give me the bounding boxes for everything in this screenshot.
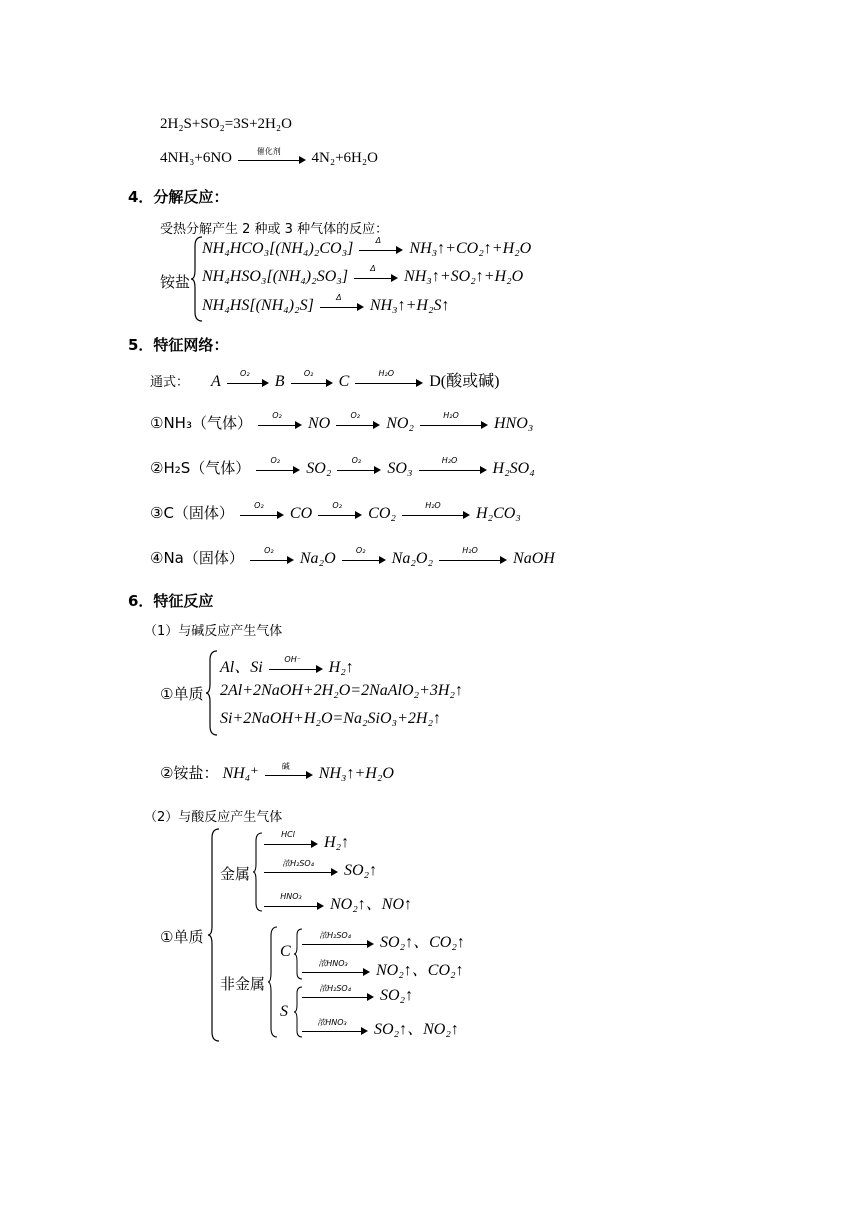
c-row-h2so4: 浓H₂SO₄ SO₂↑、CO₂↑	[300, 929, 465, 952]
left-brace-icon	[205, 650, 219, 736]
chain-nh3: ①NH₃（气体） O₂ NO O₂ NO₂ H₂O HNO₃	[150, 411, 534, 432]
ammonium-salt-label: 铵盐	[160, 273, 191, 291]
decomp-row-2: NH₄HSO₃[(NH₄)₂SO₃] Δ NH₃↑+SO₂↑+H₂O	[202, 264, 524, 285]
metal-row-hcl: HCl H₂↑	[262, 834, 349, 852]
arrow: 催化剂	[238, 151, 306, 167]
equation-nh3-no	[160, 146, 378, 167]
nonmetal-label: 非金属	[220, 975, 266, 993]
eq-left: 4NH₃+6NO	[160, 150, 233, 166]
decomp-row-3: NH₄HS[(NH₄)₂S] Δ NH₃↑+H₂S↑	[202, 293, 450, 314]
ammonium-base-reaction: ②铵盐： NH₄⁺ 碱 NH₃↑+H₂O	[160, 762, 394, 782]
section-4-intro: 受热分解产生 2 种或 3 种气体的反应：	[160, 222, 389, 237]
c-row-hno3: 浓HNO₃ NO₂↑、CO₂↑	[300, 957, 464, 980]
decomp-row-1: NH₄HCO₃[(NH₄)₂CO₃] Δ NH₃↑+CO₂↑+H₂O	[202, 236, 532, 257]
chain-na: ④Na（固体） O₂ Na₂O O₂ Na₂O₂ H₂O NaOH	[150, 546, 555, 567]
s-row-h2so4: 浓H₂SO₄ SO₂↑	[300, 987, 413, 1005]
chain-c: ③C（固体） O₂ CO O₂ CO₂ H₂O H₂CO₃	[150, 501, 521, 522]
elem-label-base: ①单质	[160, 685, 204, 703]
left-brace-icon	[267, 926, 279, 1038]
s-row-hno3: 浓HNO₃ SO₂↑、NO₂↑	[300, 1016, 459, 1039]
metal-row-hno3: HNO₃ NO₂↑、NO↑	[262, 891, 412, 914]
metal-row-h2so4: 浓H₂SO₄ SO₂↑	[262, 862, 377, 880]
metal-label: 金属	[220, 865, 251, 883]
general-label: 通式：	[150, 375, 190, 390]
section-6-heading: 6．特征反应	[128, 592, 214, 610]
section-4-heading: 4．分解反应：	[128, 188, 229, 206]
sub-1-heading: （1）与碱反应产生气体	[144, 624, 283, 639]
base-row-1: Al、Si OH⁻ H₂↑	[220, 655, 354, 676]
base-row-2: 2Al+2NaOH+2H₂O=2NaAlO₂+3H₂↑	[220, 682, 463, 699]
left-brace-icon	[207, 828, 221, 1042]
section-5-heading: 5．特征网络：	[128, 336, 229, 354]
c-label: C	[280, 943, 291, 960]
base-row-3: Si+2NaOH+H₂O=Na₂SiO₃+2H₂↑	[220, 710, 441, 727]
general-formula: 通式： A O₂ B O₂ C H₂O D(酸或碱)	[150, 369, 500, 390]
eq-right: 4N₂+6H₂O	[311, 150, 378, 166]
chain-h2s: ②H₂S（气体） O₂ SO₂ O₂ SO₃ H₂O H₂SO₄	[150, 456, 535, 477]
elem-label-acid: ①单质	[160, 928, 204, 946]
sub-2-heading: （2）与酸反应产生气体	[144, 810, 283, 825]
equation-h2s-so2: 2H₂S+SO₂=3S+2H₂O	[160, 116, 292, 132]
s-label: S	[280, 1003, 288, 1020]
